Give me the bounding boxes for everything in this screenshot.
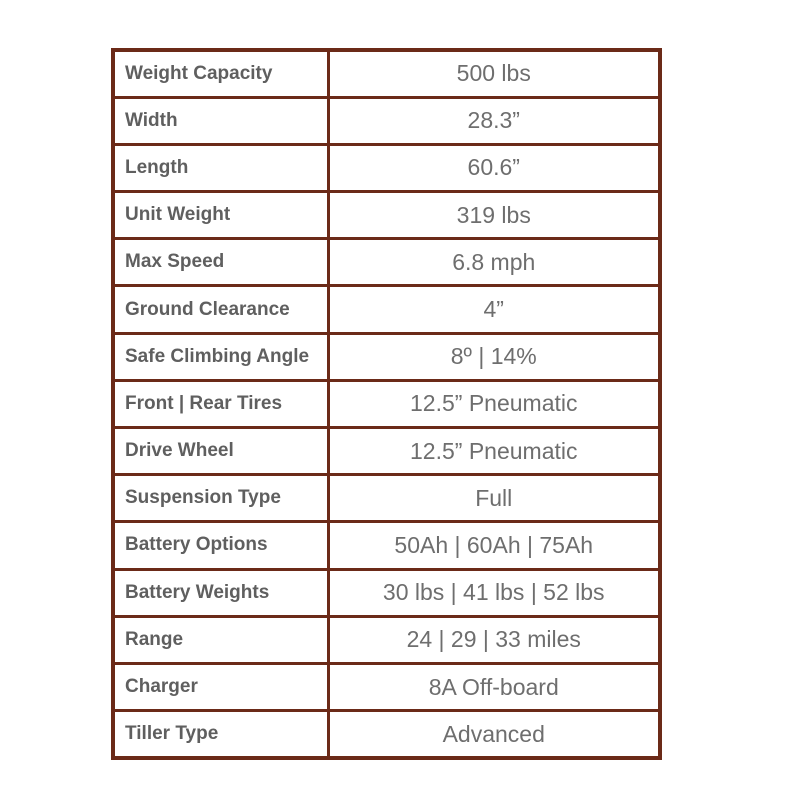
table-row (113, 50, 660, 97)
spec-label: Charger (113, 663, 328, 710)
table-row (113, 144, 660, 191)
spec-value: Full (328, 475, 660, 522)
table-row (113, 616, 660, 663)
table-row (113, 711, 660, 758)
spec-value: 12.5” Pneumatic (328, 428, 660, 475)
spec-value: 4” (328, 286, 660, 333)
table-row (113, 569, 660, 616)
spec-value: 8º | 14% (328, 333, 660, 380)
spec-value: Advanced (328, 711, 660, 758)
table-row (113, 475, 660, 522)
spec-label: Weight Capacity (113, 50, 328, 97)
spec-label: Tiller Type (113, 711, 328, 758)
spec-label: Range (113, 616, 328, 663)
spec-label: Unit Weight (113, 192, 328, 239)
spec-value: 60.6” (328, 144, 660, 191)
spec-label: Max Speed (113, 239, 328, 286)
table-row (113, 522, 660, 569)
spec-value: 319 lbs (328, 192, 660, 239)
table-row (113, 239, 660, 286)
spec-label: Front | Rear Tires (113, 380, 328, 427)
spec-value: 28.3” (328, 97, 660, 144)
spec-value: 50Ah | 60Ah | 75Ah (328, 522, 660, 569)
spec-table-body (113, 50, 660, 758)
spec-label: Drive Wheel (113, 428, 328, 475)
spec-value: 30 lbs | 41 lbs | 52 lbs (328, 569, 660, 616)
spec-value: 24 | 29 | 33 miles (328, 616, 660, 663)
spec-value: 6.8 mph (328, 239, 660, 286)
spec-label: Battery Options (113, 522, 328, 569)
spec-label: Width (113, 97, 328, 144)
spec-label: Length (113, 144, 328, 191)
table-row (113, 286, 660, 333)
spec-value: 500 lbs (328, 50, 660, 97)
table-row (113, 663, 660, 710)
table-row (113, 380, 660, 427)
spec-table (111, 48, 662, 760)
spec-value: 12.5” Pneumatic (328, 380, 660, 427)
spec-label: Battery Weights (113, 569, 328, 616)
spec-label: Safe Climbing Angle (113, 333, 328, 380)
table-row (113, 97, 660, 144)
spec-label: Ground Clearance (113, 286, 328, 333)
table-row (113, 333, 660, 380)
spec-value: 8A Off-board (328, 663, 660, 710)
table-row (113, 192, 660, 239)
table-row (113, 428, 660, 475)
spec-label: Suspension Type (113, 475, 328, 522)
